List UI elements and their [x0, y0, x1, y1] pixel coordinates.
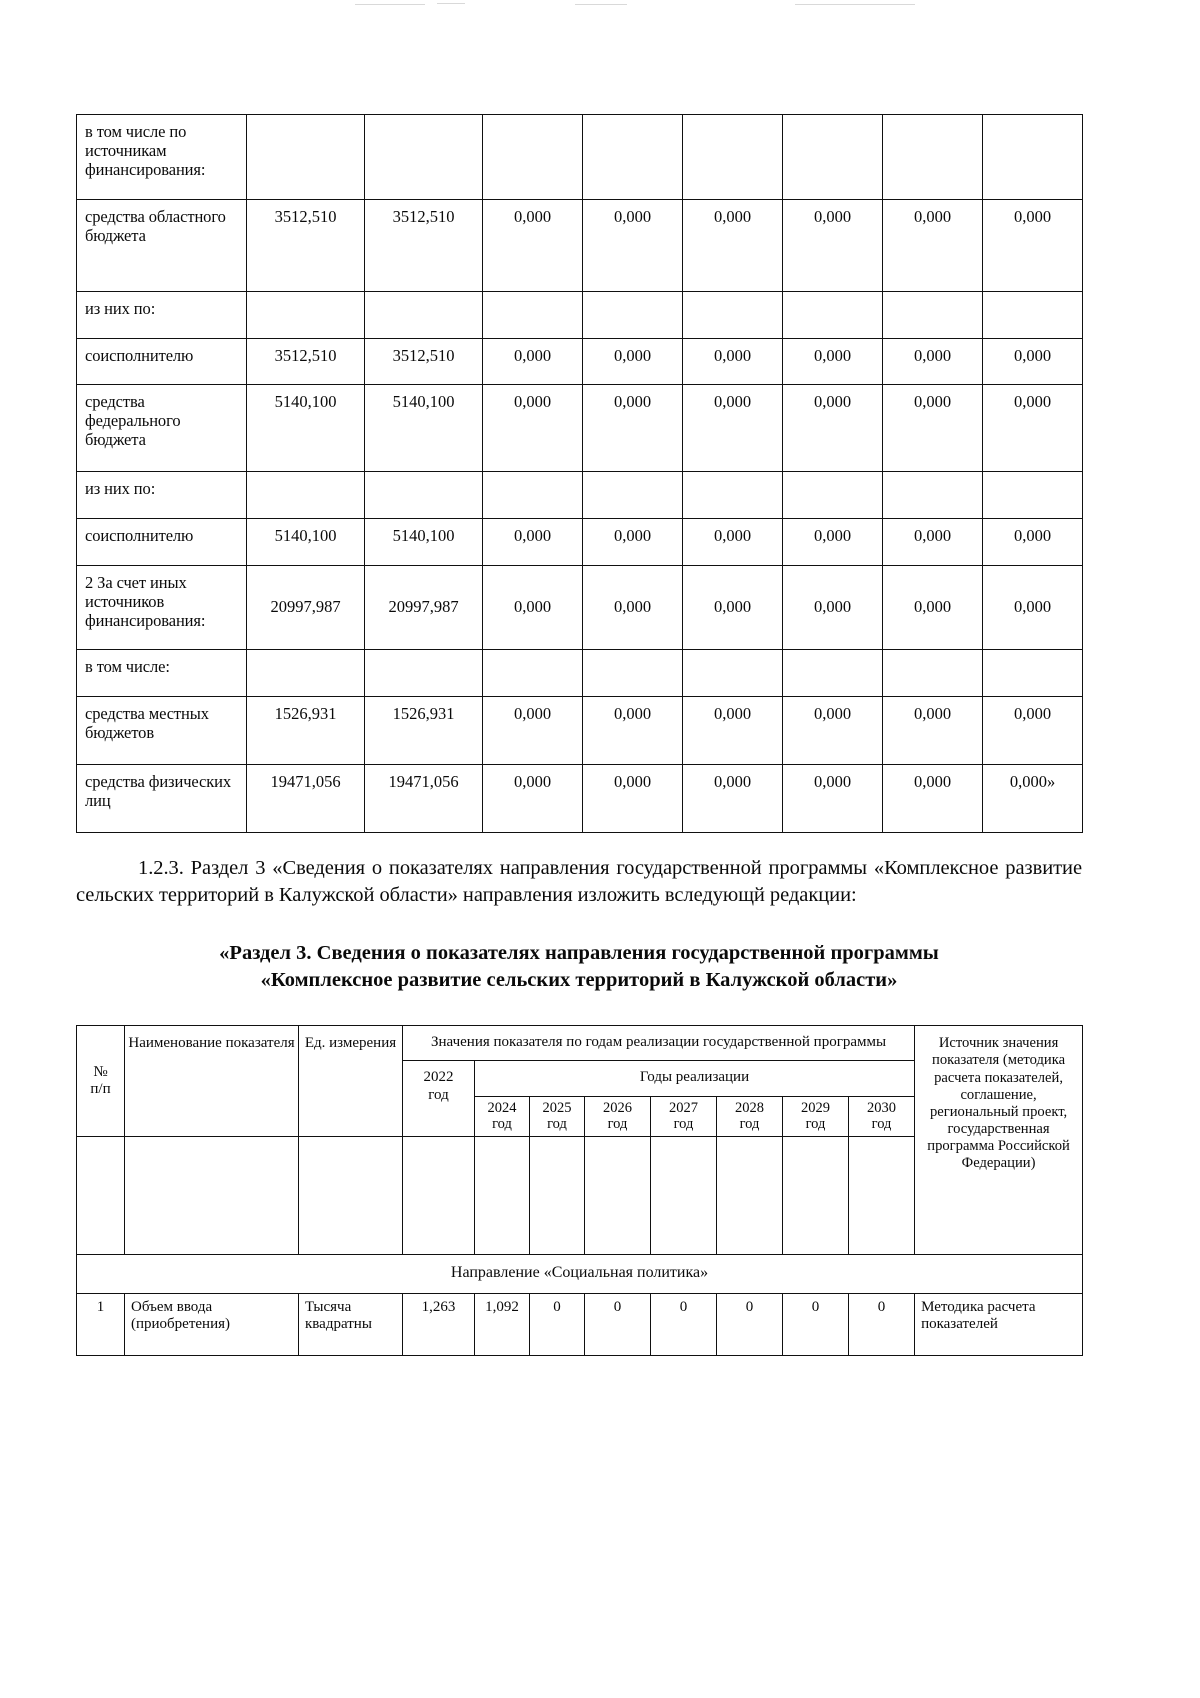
header-year-2024-value: 2024 — [487, 1099, 517, 1116]
cell: 0,000 — [683, 566, 783, 650]
section-heading-line-2: «Комплексное развитие сельских территорий в Калужской области» — [260, 969, 898, 992]
header-year-2022-suffix: год — [428, 1086, 449, 1103]
row-label: средства местных бюджетов — [77, 697, 247, 765]
cell: 0,000 — [883, 519, 983, 566]
cell — [365, 115, 483, 200]
indicators-table — [76, 1025, 1083, 1355]
cell: 0,000 — [583, 200, 683, 292]
cell: 0,000 — [783, 339, 883, 385]
cell: 0,000 — [483, 566, 583, 650]
cell: 0,000 — [683, 519, 783, 566]
cell — [883, 650, 983, 697]
cell — [247, 115, 365, 200]
cell: 19471,056 — [247, 765, 365, 833]
cell: 0,000 — [583, 339, 683, 385]
header-unit: Ед. измерения — [299, 1026, 403, 1136]
header-year-2025-value: 2025 — [542, 1099, 572, 1116]
cell — [683, 115, 783, 200]
cell — [683, 292, 783, 339]
header-year-2026 — [585, 1096, 651, 1136]
cell: 0,000 — [483, 519, 583, 566]
cell: 0,000 — [783, 200, 883, 292]
cell: 5140,100 — [247, 519, 365, 566]
table-header-row — [77, 1026, 1083, 1061]
cell: 0,000 — [583, 566, 683, 650]
cell: 0,000 — [883, 765, 983, 833]
row-label: средства федерального бюджета — [77, 385, 247, 472]
band-label: Направление «Социальная политика» — [77, 1254, 1083, 1293]
table-row — [77, 1293, 1083, 1355]
cell — [783, 650, 883, 697]
cell: 0,000 — [683, 339, 783, 385]
header-values-group: Значения показателя по годам реализации государственной программы — [403, 1026, 915, 1061]
cell: 0,000 — [783, 697, 883, 765]
cell: 0,000 — [683, 385, 783, 472]
header-year-2024-suffix: год — [492, 1116, 512, 1133]
table-row — [77, 292, 1083, 339]
cell: 0,000 — [683, 200, 783, 292]
cell: 0,000 — [883, 385, 983, 472]
row-label: 2 За счет иных источников финансирования: — [77, 566, 247, 650]
cell: 0,000 — [683, 765, 783, 833]
row-label: соисполнителю — [77, 339, 247, 385]
cell — [483, 650, 583, 697]
cell: 5140,100 — [247, 385, 365, 472]
cell: 0,000 — [983, 339, 1083, 385]
cell — [583, 650, 683, 697]
cell: 0,000 — [483, 339, 583, 385]
table-row — [77, 339, 1083, 385]
cell — [883, 115, 983, 200]
table-row — [77, 385, 1083, 472]
header-year-2026-value: 2026 — [603, 1099, 632, 1116]
cell: 3512,510 — [247, 200, 365, 292]
cell: 3512,510 — [365, 339, 483, 385]
cell: 0,000 — [583, 519, 683, 566]
header-year-2027 — [651, 1096, 717, 1136]
header-year-2029-value: 2029 — [801, 1099, 830, 1116]
cell: 0,000 — [583, 385, 683, 472]
cell: 0,000 — [483, 765, 583, 833]
cell: 1526,931 — [247, 697, 365, 765]
header-year-2022 — [403, 1061, 475, 1136]
row-label: в том числе по источникам финансирования: — [77, 115, 247, 200]
cell — [583, 115, 683, 200]
spacer-cell — [849, 1136, 915, 1254]
cell-unit: Тысяча квадратны — [299, 1293, 403, 1355]
row-label: соисполнителю — [77, 519, 247, 566]
header-year-2027-suffix: год — [673, 1116, 694, 1133]
cell — [883, 472, 983, 519]
cell: 3512,510 — [247, 339, 365, 385]
table-band-row — [77, 1254, 1083, 1293]
cell-2027: 0 — [651, 1293, 717, 1355]
cell: 0,000 — [583, 697, 683, 765]
header-year-2024 — [475, 1096, 530, 1136]
cell-source: Методика расчета показателей — [915, 1293, 1083, 1355]
cell: 20997,987 — [247, 566, 365, 650]
cell — [983, 650, 1083, 697]
header-years-group: Годы реализации — [475, 1061, 915, 1096]
cell: 1526,931 — [365, 697, 483, 765]
spacer-cell — [717, 1136, 783, 1254]
cell — [247, 472, 365, 519]
header-year-2025 — [530, 1096, 585, 1136]
cell: 0,000 — [783, 566, 883, 650]
cell: 0,000 — [983, 697, 1083, 765]
cell — [983, 115, 1083, 200]
cell — [783, 292, 883, 339]
header-no-line-2: п/п — [90, 1080, 111, 1097]
cell: 0,000 — [883, 697, 983, 765]
cell-2030: 0 — [849, 1293, 915, 1355]
table-row — [77, 519, 1083, 566]
table-row — [77, 472, 1083, 519]
header-source: Источник значения показателя (методика расчета показателей, соглашение, региональный проект, государственная программа Российской Федерации) — [915, 1026, 1083, 1254]
header-year-2025-suffix: год — [547, 1116, 567, 1133]
cell — [983, 292, 1083, 339]
cell: 5140,100 — [365, 385, 483, 472]
cell: 5140,100 — [365, 519, 483, 566]
cell-no: 1 — [77, 1293, 125, 1355]
cell — [365, 472, 483, 519]
header-indicator-name: Наименование показателя — [125, 1026, 299, 1136]
finance-table — [76, 114, 1083, 833]
cell — [583, 292, 683, 339]
cell — [683, 650, 783, 697]
spacer-cell — [651, 1136, 717, 1254]
cell — [983, 472, 1083, 519]
cell — [783, 115, 883, 200]
cell: 0,000 — [483, 385, 583, 472]
spacer-cell — [530, 1136, 585, 1254]
cell: 0,000 — [883, 339, 983, 385]
cell: 0,000 — [483, 697, 583, 765]
section-heading — [76, 940, 1082, 994]
cell: 0,000 — [683, 697, 783, 765]
cell: 0,000 — [883, 566, 983, 650]
cell: 20997,987 — [365, 566, 483, 650]
cell-indicator-name: Объем ввода (приобретения) — [125, 1293, 299, 1355]
spacer-cell — [783, 1136, 849, 1254]
header-no — [77, 1026, 125, 1136]
cell — [483, 292, 583, 339]
header-no-line-1: № — [93, 1063, 108, 1080]
spacer-cell — [299, 1136, 403, 1254]
spacer-cell — [125, 1136, 299, 1254]
cell: 0,000 — [783, 385, 883, 472]
cell: 3512,510 — [365, 200, 483, 292]
cell — [483, 115, 583, 200]
header-year-2030-value: 2030 — [867, 1099, 897, 1116]
header-year-2028-suffix: год — [739, 1116, 760, 1133]
cell: 0,000 — [983, 385, 1083, 472]
cell: 19471,056 — [365, 765, 483, 833]
header-year-2030 — [849, 1096, 915, 1136]
row-label: средства физических лиц — [77, 765, 247, 833]
cell-2022: 1,263 — [403, 1293, 475, 1355]
spacer-cell — [585, 1136, 651, 1254]
table-row — [77, 115, 1083, 200]
row-label: из них по: — [77, 292, 247, 339]
cell: 0,000» — [983, 765, 1083, 833]
cell-2028: 0 — [717, 1293, 783, 1355]
table-row — [77, 566, 1083, 650]
cell: 0,000 — [483, 200, 583, 292]
header-year-2029 — [783, 1096, 849, 1136]
row-label: из них по: — [77, 472, 247, 519]
paragraph-1-2-3: 1.2.3. Раздел 3 «Сведения о показателях направления государственной программы «Комплексное развитие сельских территорий в Калужской области» направления изложить вследующй редакции: — [76, 857, 1082, 906]
cell: 0,000 — [783, 519, 883, 566]
header-year-2027-value: 2027 — [669, 1099, 698, 1116]
cell: 0,000 — [783, 765, 883, 833]
cell-2029: 0 — [783, 1293, 849, 1355]
cell-2024: 1,092 — [475, 1293, 530, 1355]
cell: 0,000 — [983, 566, 1083, 650]
table-row — [77, 200, 1083, 292]
page-content — [76, 0, 1082, 1356]
header-year-2030-suffix: год — [871, 1116, 892, 1133]
cell: 0,000 — [983, 519, 1083, 566]
cell — [483, 472, 583, 519]
cell-2026: 0 — [585, 1293, 651, 1355]
spacer-cell — [475, 1136, 530, 1254]
cell — [783, 472, 883, 519]
cell: 0,000 — [583, 765, 683, 833]
section-heading-line-1: «Раздел 3. Сведения о показателях направления государственной программы — [219, 942, 939, 965]
cell — [247, 650, 365, 697]
cell — [247, 292, 365, 339]
cell: 0,000 — [983, 200, 1083, 292]
cell — [365, 650, 483, 697]
spacer-cell — [403, 1136, 475, 1254]
cell: 0,000 — [883, 200, 983, 292]
cell — [583, 472, 683, 519]
cell — [883, 292, 983, 339]
table-row — [77, 650, 1083, 697]
header-year-2028 — [717, 1096, 783, 1136]
cell — [365, 292, 483, 339]
cell-2025: 0 — [530, 1293, 585, 1355]
table-row — [77, 765, 1083, 833]
table-row — [77, 697, 1083, 765]
spacer-cell — [77, 1136, 125, 1254]
header-year-2026-suffix: год — [607, 1116, 628, 1133]
row-label: в том числе: — [77, 650, 247, 697]
header-year-2022-value: 2022 — [423, 1069, 454, 1086]
row-label: средства областного бюджета — [77, 200, 247, 292]
cell — [683, 472, 783, 519]
header-year-2028-value: 2028 — [735, 1099, 764, 1116]
header-year-2029-suffix: год — [805, 1116, 826, 1133]
